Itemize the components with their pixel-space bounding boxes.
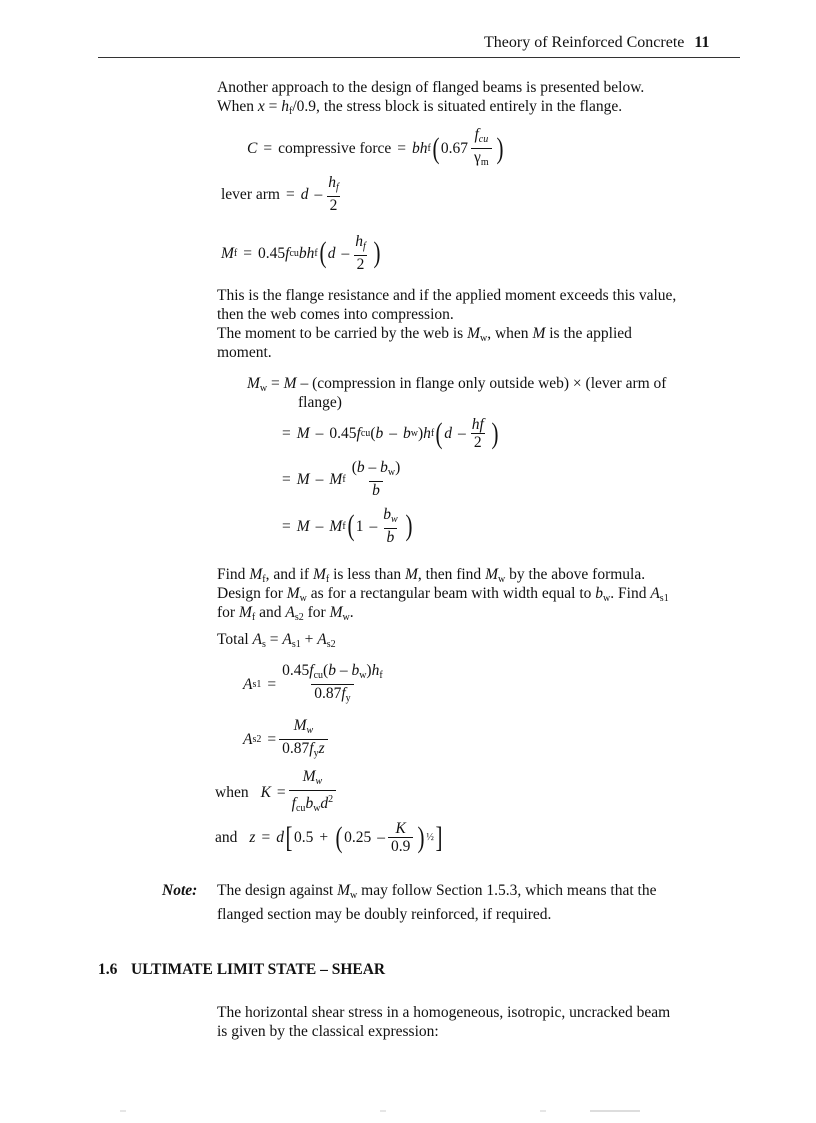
header-rule <box>98 57 740 58</box>
equation-k: when K = $\frac{M_w}{f_{cu}b_wd^2}$ <box>215 768 339 817</box>
find-para-line-1: Find $M_f$, and if $M_f$ is less than M, then find $M_w$ by the above formula. <box>217 566 646 585</box>
flange-para-line-2: then the web comes into compression. <box>217 306 454 323</box>
flange-para-line-3: The moment to be carried by the web is $M_w$, when M is the applied <box>217 325 632 344</box>
find-para-line-2: Design for $M_w$ as for a rectangular beam with width equal to $b_w$. Find $A_{s1}$ <box>217 585 669 604</box>
running-header <box>484 33 709 52</box>
equation-z: and z = d [ 0.5 + ( 0.25 – $\frac{K}{0.9}$ ) ½ ] <box>215 820 443 855</box>
intro-line-1: Another approach to the design of flanged beams is presented below. <box>217 79 645 96</box>
equation-web-moment-step-2: = M – M f $\frac{(b - b_w)}{b}$ <box>282 459 401 499</box>
equation-lever-arm: lever arm = d – $\frac{h_f}{2}$ <box>221 174 339 214</box>
equation-as2: A s2 = $\frac{M_w}{0.87f_yz}$ <box>243 717 331 762</box>
intro-line-2: When $x = h_f/0.9$, the stress block is situated entirely in the flange. <box>217 98 623 117</box>
shear-para-line-2: is given by the classical expression: <box>217 1023 439 1040</box>
total-area-equation: Total $A_s = A_{s1} + A_{s2}$ <box>217 631 336 650</box>
flange-para-line-4: moment. <box>217 344 272 361</box>
flange-para-line-1: This is the flange resistance and if the applied moment exceeds this value, <box>217 287 677 304</box>
equation-flange-moment: M f = 0.45 f cu bh f ( d – $\frac{h_f}{2}$ ) <box>221 233 381 273</box>
scan-edge-marks <box>0 1107 816 1115</box>
running-title: Theory of Reinforced Concrete <box>484 34 685 51</box>
shear-para-line-1: The horizontal shear stress in a homogeneous, isotropic, uncracked beam <box>217 1004 671 1021</box>
page-number: 11 <box>694 34 710 51</box>
section-title: ULTIMATE LIMIT STATE – SHEAR <box>131 961 386 978</box>
note-text <box>217 881 741 924</box>
note-line-2: flanged section may be doubly reinforced, if required. <box>217 906 552 923</box>
note-label: Note: <box>162 882 198 899</box>
equation-compressive-force: C = compressive force = bh f ( 0.67 $\frac{f_{cu}}{\gamma_m}$ ) <box>247 126 505 171</box>
section-number: 1.6 <box>98 961 118 978</box>
find-para-line-3: for $M_f$ and $A_{s2}$ for $M_w$. <box>217 604 354 623</box>
equation-as1: A s1 = $\frac{0.45f_{cu}(b - b_w)h_f}{0.87f_y}$ <box>243 662 389 707</box>
note-line-1: The design against $M_w$ may follow Section 1.5.3, which means that the <box>217 882 657 901</box>
equation-web-moment-line-1: $M_w = M$ – (compression in flange only outside web) × (lever arm of <box>247 375 667 394</box>
equation-web-moment-step-1: = M – 0.45 f cu ( b – b w ) h f ( d – $\frac{hf}{2}$ ) <box>282 416 499 451</box>
equation-web-moment-line-2: flange) <box>298 394 342 411</box>
equation-web-moment-step-3: = M – M f ( 1 – $\frac{b_w}{b}$ ) <box>282 506 413 546</box>
